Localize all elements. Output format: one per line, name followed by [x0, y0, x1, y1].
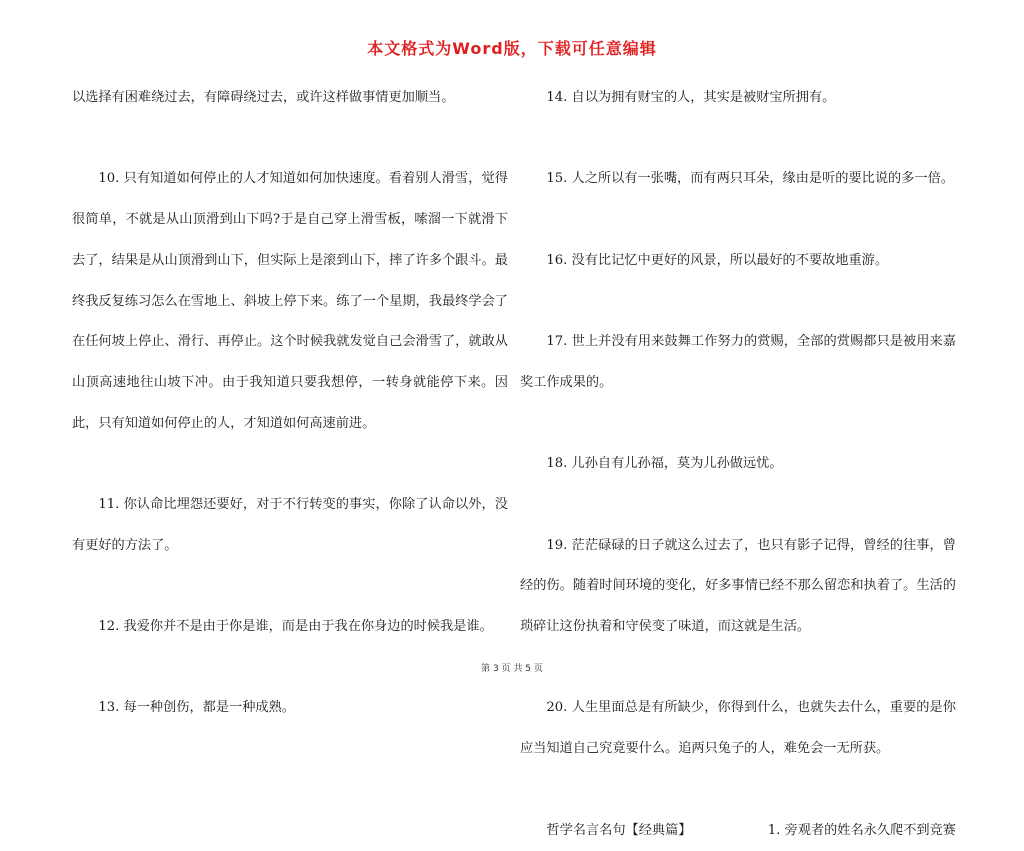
paragraph-item-18: 18. 儿孙自有儿孙福，莫为儿孙做远忧。	[546, 456, 783, 472]
paragraph-gap	[520, 404, 956, 445]
paragraph-item-14: 14. 自以为拥有财宝的人，其实是被财宝所拥有。	[546, 90, 836, 105]
paragraph-item-20: 20. 人生里面总是有所缺少，你得到什么，也就失去什么，重要的是你应当知道自己究竟要什么。追两只兔子的人，难免会一无所获。	[520, 700, 956, 757]
paragraph-item-12: 12. 我爱你并不是由于你是谁，而是由于我在你身边的时候我是谁。	[98, 619, 493, 635]
right-column	[520, 78, 956, 851]
paragraph-gap	[520, 119, 956, 160]
section-heading-line	[520, 811, 956, 851]
paragraph-item-10: 10. 只有知道如何停止的人才知道如何加快速度。看着别人滑雪，觉得很简单，不就是从山顶滑到山下吗?于是自己穿上滑雪板，嗦溜一下就滑下去了，结果是从山顶滑到山下，但实际上是滚到山下，摔了许多个跟斗。最终我反复练习怎么在雪地上、斜坡上停下来。练了一个星期，我最终学会了在任何坡上停止、滑行、再停止。这个时候我就发觉自己会滑雪了，就敢从山顶高速地往山坡下冲。由于我知道只要我想停，一转身就能停下来。因此，只有知道如何停止的人，才知道如何高速前进。	[72, 171, 508, 431]
paragraph-item-13: 13. 每一种创伤，都是一种成熟。	[98, 700, 295, 716]
paragraph-item-17: 17. 世上并没有用来鼓舞工作努力的赏赐，全部的赏赐都只是被用来嘉奖工作成果的。	[520, 334, 956, 390]
left-column	[72, 78, 508, 729]
paragraph-item-15: 15. 人之所以有一张嘴，而有两只耳朵，缘由是听的要比说的多一倍。	[546, 171, 954, 187]
paragraph-gap	[72, 119, 508, 160]
paragraph-gap	[72, 444, 508, 485]
paragraph-item-16: 16. 没有比记忆中更好的风景，所以最好的不要故地重游。	[546, 252, 889, 268]
paragraph-item-19: 19. 茫茫碌碌的日子就这么过去了，也只有影子记得，曾经的往事，曾经的伤。随着时间环境的变化，好多事情已经不那么留恋和执着了。生活的琐碎让这份执着和守侯变了味道，而这就是生活。	[520, 537, 956, 635]
section-heading: 哲学名言名句【经典篇】	[546, 822, 692, 838]
paragraph-continuation: 以选择有困难绕过去，有障碍绕过去，或许这样做事情更加顺当。	[72, 90, 455, 105]
paragraph-gap	[520, 485, 956, 526]
section-first-item: 1. 旁观者的姓名永久爬不到竞赛	[767, 822, 956, 838]
document-header-title: 本文格式为Word版，下载可任意编辑	[367, 39, 657, 58]
paragraph-item-11: 11. 你认命比埋怨还要好，对于不行转变的事实，你除了认命以外，没有更好的方法了。	[72, 497, 508, 553]
page-number-footer: 第 3 页 共 5 页	[481, 664, 543, 674]
paragraph-gap	[520, 200, 956, 241]
paragraph-gap	[520, 770, 956, 811]
paragraph-gap	[72, 566, 508, 607]
paragraph-gap	[520, 281, 956, 322]
